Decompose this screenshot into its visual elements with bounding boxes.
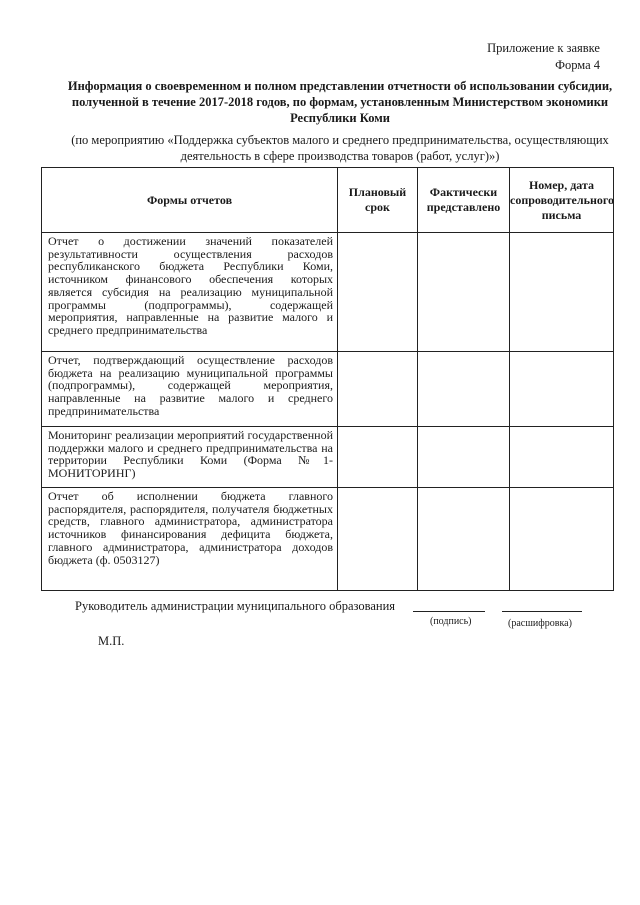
form-description: Отчет о достижении значений показателей результативности осуществления расходов республиканского бюджета Республики Коми, источником финансового обеспечения которых является субсидия на реализацию муниципальной программы (подпрограммы), содержащей мероприятия, направленные на развитие малого и среднего предпринимательства: [42, 233, 338, 352]
header-planned-term: Плановый срок: [338, 168, 418, 233]
table-row: [42, 352, 614, 427]
decoding-line[interactable]: [502, 611, 582, 612]
form-number: Форма 4: [555, 58, 600, 72]
header-report-forms: Формы отчетов: [42, 168, 338, 233]
planned-term-cell[interactable]: [338, 488, 418, 591]
signature-line[interactable]: [413, 611, 485, 612]
table-row: [42, 427, 614, 488]
letter-cell[interactable]: [510, 352, 614, 427]
header-actually-submitted: Фактически представлено: [418, 168, 510, 233]
actual-submitted-cell[interactable]: [418, 233, 510, 352]
head-signature-label: Руководитель администрации муниципального образования: [75, 599, 396, 613]
table-header-row: [42, 168, 614, 233]
table-row: [42, 233, 614, 352]
document-title: Информация о своевременном и полном представлении отчетности об использовании субсидии, полученной в течение 2017-2018 годов, по формам, установленным Министерством экономики Республики Коми: [67, 79, 613, 125]
letter-cell[interactable]: [510, 233, 614, 352]
appendix-line: Приложение к заявке: [487, 41, 600, 55]
planned-term-cell[interactable]: [338, 352, 418, 427]
table-row: [42, 488, 614, 591]
form-description: Отчет, подтверждающий осуществление расходов бюджета на реализацию муниципальной программы (подпрограммы), содержащей мероприятия, направленные на развитие малого и среднего предпринимательства: [42, 352, 338, 427]
signature-caption: (подпись): [430, 616, 472, 627]
document-subtitle: (по мероприятию «Поддержка субъектов малого и среднего предпринимательства, осуществляющих деятельность в сфере производства товаров (работ, услуг)»): [71, 133, 609, 163]
appendix-note: [487, 40, 600, 74]
form-description: Мониторинг реализации мероприятий государственной поддержки малого и среднего предпринимательства на территории Республики Коми (Форма №1-МОНИТОРИНГ): [42, 427, 338, 488]
actual-submitted-cell[interactable]: [418, 488, 510, 591]
planned-term-cell[interactable]: [338, 233, 418, 352]
header-letter-number-date: Номер, дата сопроводительного письма: [510, 168, 614, 233]
planned-term-cell[interactable]: [338, 427, 418, 488]
letter-cell[interactable]: [510, 488, 614, 591]
report-forms-table: [41, 167, 614, 591]
letter-cell[interactable]: [510, 427, 614, 488]
stamp-place: М.П.: [98, 634, 125, 648]
actual-submitted-cell[interactable]: [418, 352, 510, 427]
decoding-caption: (расшифровка): [508, 618, 572, 629]
form-description: Отчет об исполнении бюджета главного распорядителя, распорядителя, получателя бюджетных средств, главного администратора, администратора источников финансирования дефицита бюджета, главного администратора, администратора доходов бюджета (ф. 0503127): [42, 488, 338, 591]
actual-submitted-cell[interactable]: [418, 427, 510, 488]
